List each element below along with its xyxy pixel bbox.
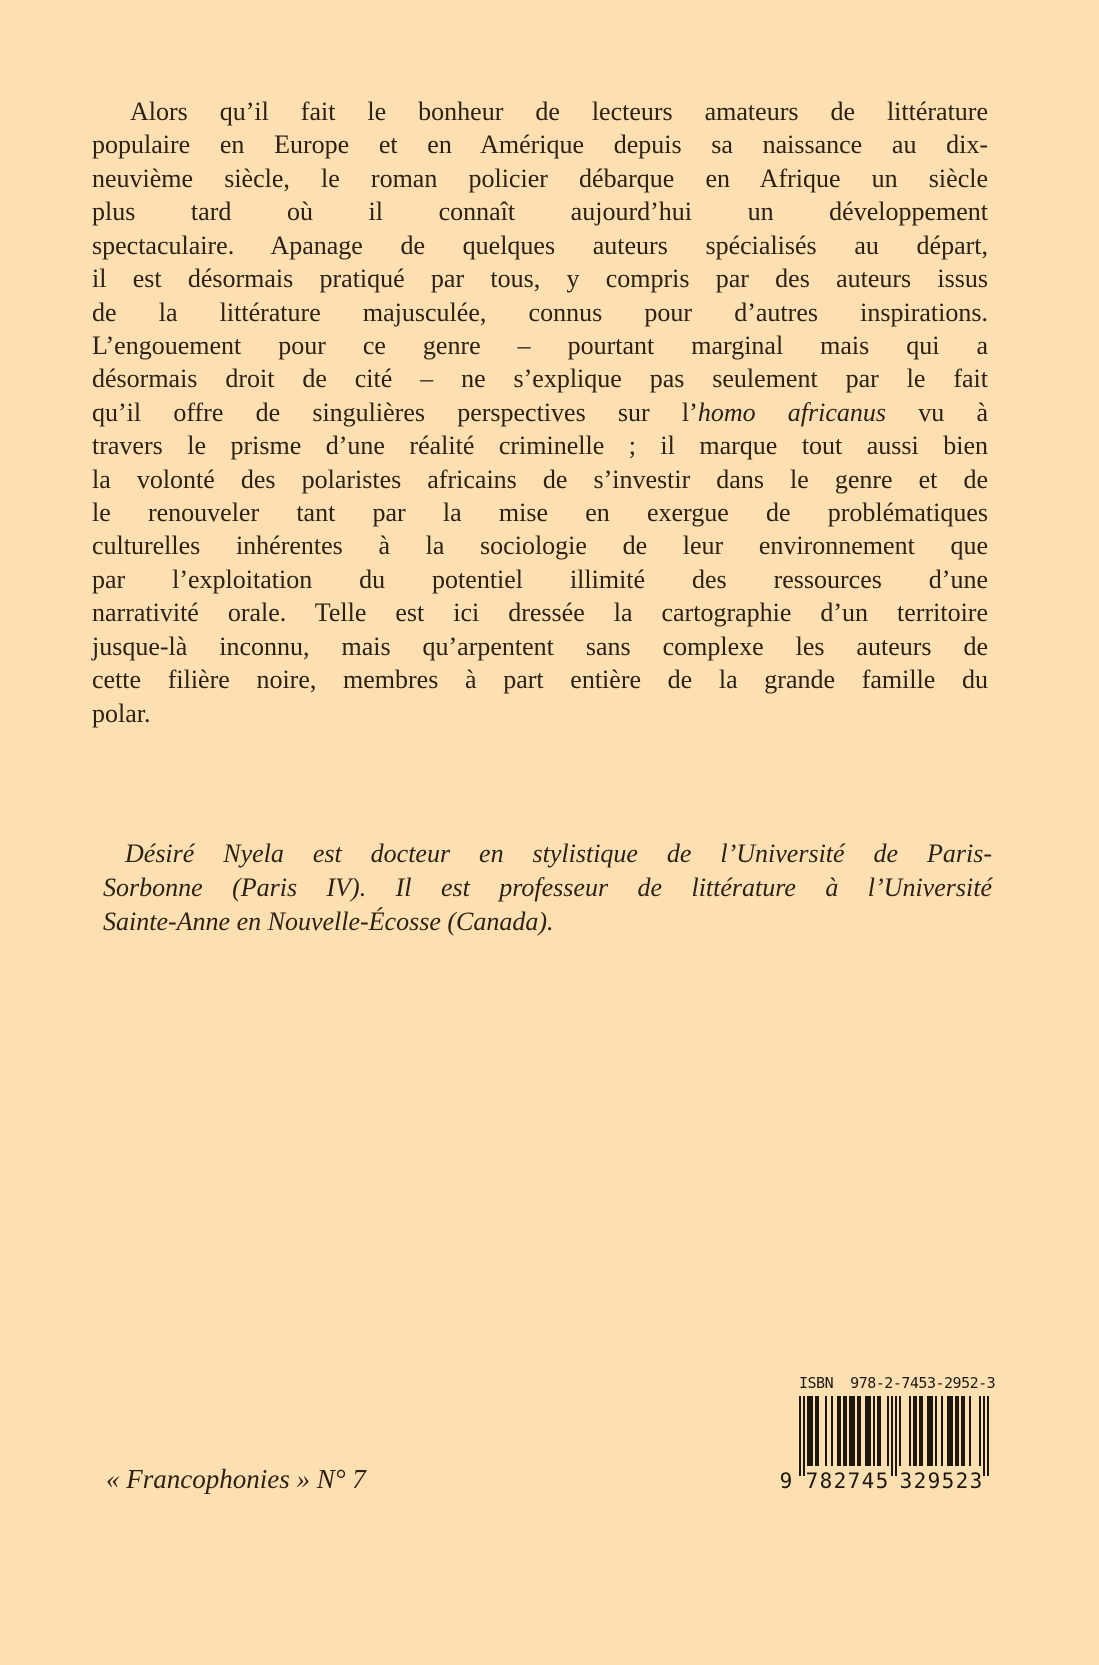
text-line	[92, 496, 988, 529]
text-segment: par l’exploitation du potentiel illimité des ressources d’une	[92, 564, 988, 594]
italic-text-segment: homo africanus	[697, 397, 887, 427]
text-line	[92, 429, 988, 462]
svg-text:4: 4	[861, 1469, 875, 1493]
text-segment: jusque-là inconnu, mais qu’arpentent sans complexe les auteurs de	[92, 631, 988, 661]
text-line	[92, 329, 988, 362]
author-bio	[103, 837, 992, 939]
text-line	[92, 697, 988, 730]
text-segment: Sorbonne (Paris IV). Il est professeur de littérature à l’Université	[103, 873, 992, 902]
svg-text:2: 2	[833, 1469, 847, 1493]
text-segment: Désiré Nyela est docteur en stylistique de l’Université de Paris-	[125, 839, 992, 868]
svg-text:5: 5	[875, 1469, 889, 1493]
text-segment: la volonté des polaristes africains de s’investir dans le genre et de	[92, 464, 988, 494]
text-segment: Sainte-Anne en Nouvelle-Écosse (Canada).	[103, 907, 554, 936]
isbn-label: ISBN 978-2-7453-2952-3	[799, 1374, 996, 1392]
text-line	[103, 905, 992, 939]
text-line	[92, 195, 988, 228]
synopsis-paragraph	[92, 95, 988, 730]
text-segment: neuvième siècle, le roman policier débarque en Afrique un siècle	[92, 163, 988, 193]
text-segment: désormais droit de cité – ne s’explique pas seulement par le fait	[92, 364, 988, 394]
series-label: « Francophonies » N° 7	[106, 1464, 366, 1494]
text-line	[92, 663, 988, 696]
text-segment: polar.	[92, 698, 151, 728]
text-segment: spectaculaire. Apanage de quelques auteurs spécialisés au départ,	[92, 230, 988, 260]
text-line	[92, 463, 988, 496]
isbn-block	[775, 1374, 996, 1500]
svg-text:9: 9	[927, 1469, 941, 1493]
text-segment: narrativité orale. Telle est ici dressée la cartographie d’un territoire	[92, 598, 988, 628]
svg-text:3: 3	[899, 1469, 913, 1493]
svg-text:9: 9	[779, 1469, 793, 1493]
text-segment: L’engouement pour ce genre – pourtant marginal mais qui a	[92, 330, 988, 360]
text-segment: culturelles inhérentes à la sociologie de leur environnement que	[92, 531, 988, 561]
svg-text:8: 8	[819, 1469, 833, 1493]
svg-text:3: 3	[969, 1469, 983, 1493]
text-segment: vu à	[886, 397, 989, 427]
text-line	[92, 128, 988, 161]
text-line	[92, 396, 988, 429]
text-line	[92, 563, 988, 596]
text-line	[103, 837, 992, 871]
text-line	[103, 871, 992, 905]
text-segment: Alors qu’il fait le bonheur de lecteurs amateurs de littérature	[130, 97, 988, 126]
text-segment: de la littérature majusculée, connus pour d’autres inspirations.	[92, 297, 988, 327]
svg-text:7: 7	[805, 1469, 819, 1493]
text-line	[92, 262, 988, 295]
svg-text:7: 7	[847, 1469, 861, 1493]
text-line	[92, 162, 988, 195]
text-segment: populaire en Europe et en Amérique depuis sa naissance au dix-	[92, 130, 988, 160]
text-line	[92, 529, 988, 562]
svg-text:2: 2	[913, 1469, 927, 1493]
ean13-barcode	[775, 1396, 991, 1494]
text-segment: cette filière noire, membres à part entière de la grande famille du	[92, 665, 988, 695]
text-line	[92, 362, 988, 395]
text-line	[92, 596, 988, 629]
text-line	[92, 229, 988, 262]
text-line	[92, 95, 988, 128]
text-line	[92, 296, 988, 329]
text-segment: qu’il offre de singulières perspectives sur l’	[92, 397, 698, 427]
text-line	[92, 630, 988, 663]
text-segment: il est désormais pratiqué par tous, y compris par des auteurs issus	[92, 264, 988, 294]
svg-text:5: 5	[941, 1469, 955, 1493]
text-segment: plus tard où il connaît aujourd’hui un développement	[92, 197, 988, 227]
text-segment: le renouveler tant par la mise en exergue de problématiques	[92, 498, 988, 528]
svg-text:2: 2	[955, 1469, 969, 1493]
text-segment: travers le prisme d’une réalité criminelle ; il marque tout aussi bien	[92, 431, 988, 461]
